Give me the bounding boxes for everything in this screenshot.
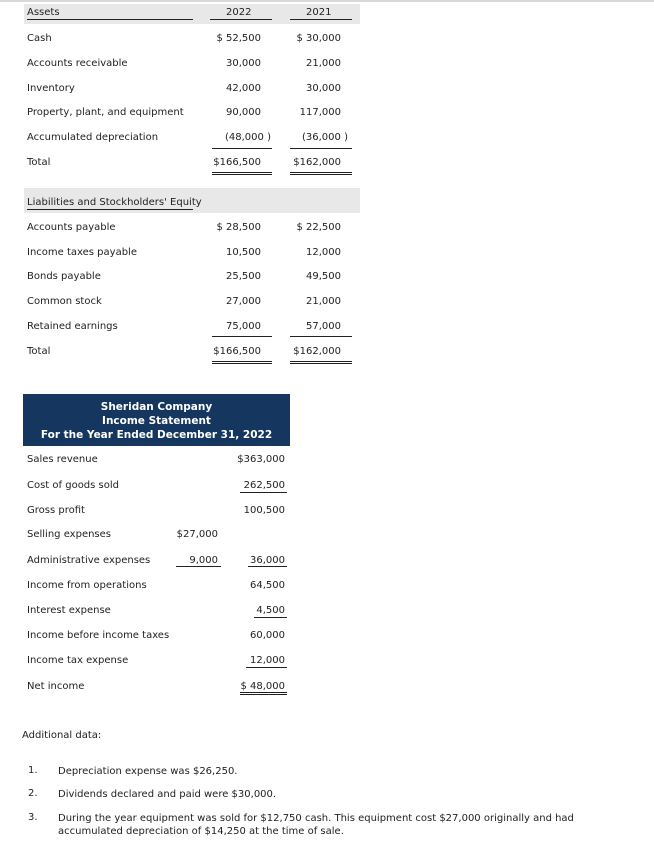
top-divider [0,0,654,2]
asset-2022: 90,000 [226,107,261,118]
is-row-label: Selling expenses [27,529,112,540]
year-2022-underline [210,19,272,20]
note-text: During the year equipment was sold for $12,750 cash. This equipment cost $27,000 originally and had accumulated depreciation of $14,250 at the time of sale. [58,813,574,837]
asset-label: Accounts receivable [27,58,128,69]
liability-2022: 10,500 [226,247,261,258]
asset-2022: 30,000 [226,58,261,69]
net-income-label: Net income [27,681,85,692]
liability-label: Common stock [27,296,102,307]
liability-2021: 21,000 [306,296,341,307]
statement-period: For the Year Ended December 31, 2022 [40,429,273,441]
assets-header-underline [27,19,193,20]
note-text: Dividends declared and paid were $30,000. [58,789,277,800]
liability-2022: 25,500 [226,271,261,282]
is-row-outer: 36,000 [250,555,285,566]
liability-2021: 12,000 [306,247,341,258]
asset-label: Inventory [27,83,75,94]
total-double-rule-2022 [212,361,272,364]
is-row-label: Income before income taxes [27,630,170,641]
is-rule [246,667,287,668]
is-row-outer: 12,000 [250,655,285,666]
liabilities-header: Liabilities and Stockholders' Equity [27,197,202,208]
liability-total-label: Total [27,346,51,357]
is-row-inner: 9,000 [189,555,218,566]
is-row-outer: $363,000 [237,454,285,465]
statement-title: Income Statement [102,415,211,427]
asset-total-2022: $166,500 [213,157,261,168]
subtotal-rule-2021 [290,336,352,337]
is-rule [254,617,287,618]
is-row-outer: 60,000 [250,630,285,641]
liability-2022: 75,000 [226,321,261,332]
is-row-outer: 100,500 [243,505,285,516]
liability-label: Accounts payable [27,222,116,233]
income-statement-header [23,394,290,446]
additional-data-header: Additional data: [22,730,102,741]
net-income-double-rule [240,692,287,695]
subtotal-rule-2022 [212,148,272,149]
subtotal-rule-2022 [212,336,272,337]
liability-label: Bonds payable [27,271,101,282]
is-rule-inner [176,566,221,567]
is-row-outer: 64,500 [250,580,285,591]
is-row-inner: $27,000 [176,529,218,540]
total-double-rule-2021 [290,361,352,364]
asset-2021: 117,000 [299,107,341,118]
liability-2021: 49,500 [306,271,341,282]
asset-total-label: Total [27,157,51,168]
assets-header: Assets [27,7,60,18]
is-row-label: Income tax expense [27,655,129,666]
is-row-outer: 4,500 [256,605,285,616]
is-row-label: Cost of goods sold [27,480,120,491]
is-row-label: Income from operations [27,580,147,591]
asset-label: Cash [27,33,52,44]
asset-2022: (48,000 ) [225,132,271,143]
is-rule [248,566,287,567]
is-row-label: Administrative expenses [27,555,151,566]
note-text: Depreciation expense was $26,250. [58,766,238,777]
is-row-label: Interest expense [27,605,111,616]
asset-2021: (36,000 ) [302,132,348,143]
liability-total-2021: $162,000 [293,346,341,357]
note-number: 2. [28,788,38,799]
total-double-rule-2022 [212,172,272,175]
is-rule [240,492,287,493]
liabilities-header-underline [27,209,193,210]
liability-label: Retained earnings [27,321,118,332]
asset-label: Accumulated depreciation [27,132,159,143]
year-2021-header: 2021 [306,7,332,18]
liability-2022: 27,000 [226,296,261,307]
asset-2022: 42,000 [226,83,261,94]
liability-2021: 57,000 [306,321,341,332]
is-row-label: Sales revenue [27,454,98,465]
subtotal-rule-2021 [290,148,352,149]
is-row-label: Gross profit [27,505,85,516]
note-number: 3. [28,812,38,823]
asset-2021: 30,000 [306,83,341,94]
asset-2022: $ 52,500 [216,33,261,44]
liability-2022: $ 28,500 [216,222,261,233]
total-double-rule-2021 [290,172,352,175]
year-2021-underline [290,19,352,20]
net-income-value: $ 48,000 [240,681,285,692]
asset-2021: $ 30,000 [296,33,341,44]
asset-label: Property, plant, and equipment [27,107,184,118]
note-number: 1. [28,765,38,776]
liability-2021: $ 22,500 [296,222,341,233]
year-2022-header: 2022 [226,7,252,18]
is-row-outer: 262,500 [243,480,285,491]
liability-total-2022: $166,500 [213,346,261,357]
liability-label: Income taxes payable [27,247,137,258]
asset-2021: 21,000 [306,58,341,69]
company-name: Sheridan Company [100,401,213,413]
asset-total-2021: $162,000 [293,157,341,168]
